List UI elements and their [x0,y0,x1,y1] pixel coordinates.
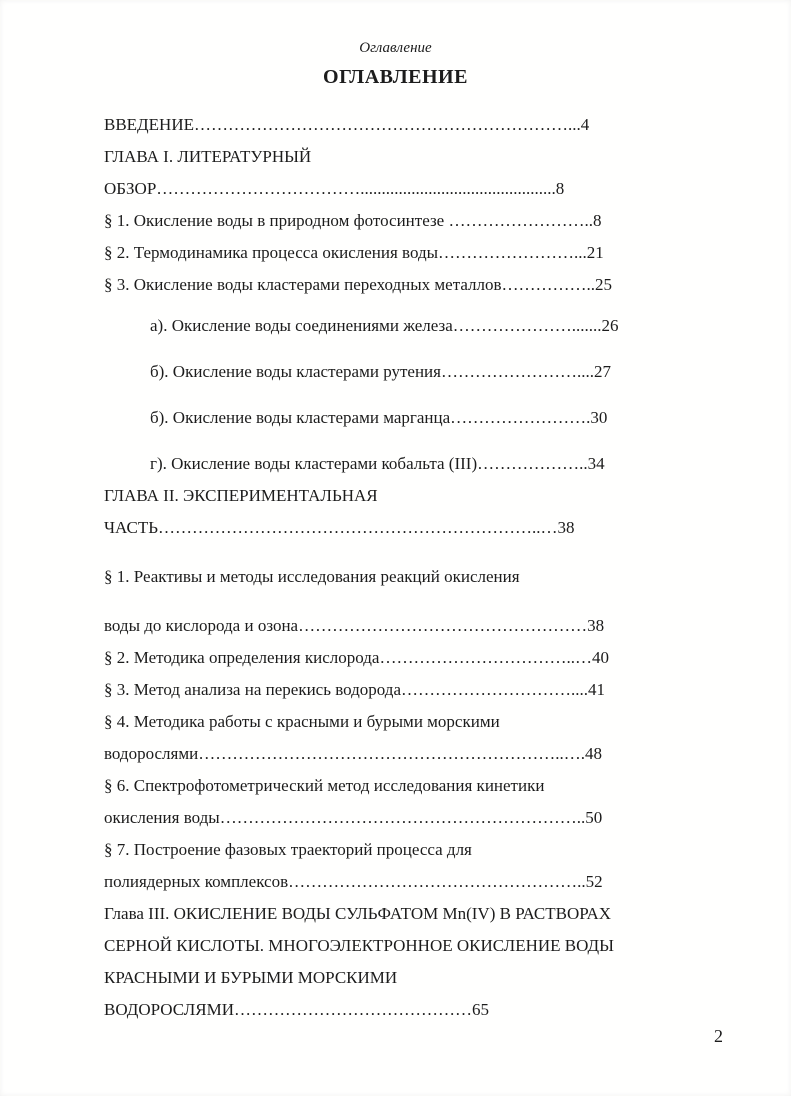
toc-line: водорослями………………………………………………………..….48 [104,744,602,763]
running-header: Оглавление [359,40,432,56]
toc-line: ВВЕДЕНИЕ…………………………………………………………...4 [104,115,590,134]
toc-line: § 7. Построение фазовых траекторий процесса для [104,840,472,859]
toc-line: ОБЗОР………………………………..............................................8 [104,179,565,198]
toc-line: б). Окисление воды кластерами рутения……………………....27 [150,362,611,381]
toc-line: ГЛАВА I. ЛИТЕРАТУРНЫЙ [104,147,312,166]
toc-line: б). Окисление воды кластерами марганца…………………….30 [150,408,608,427]
page-title: ОГЛАВЛЕНИЕ [323,66,468,88]
toc-line: СЕРНОЙ КИСЛОТЫ. МНОГОЭЛЕКТРОННОЕ ОКИСЛЕНИЕ ВОДЫ [104,936,614,955]
toc-line: полиядерных комплексов……………………………………………..52 [104,872,603,891]
toc-list [0,114,791,1020]
toc-line: ГЛАВА II. ЭКСПЕРИМЕНТАЛЬНАЯ [104,486,378,505]
toc-line: ВОДОРОСЛЯМИ……………………………………65 [104,1000,489,1019]
toc-line: § 1. Реактивы и методы исследования реакций окисления [104,567,520,586]
toc-line: § 3. Окисление воды кластерами переходных металлов……………..25 [104,275,613,294]
toc-line: воды до кислорода и озона……………………………………………38 [104,616,605,635]
toc-line: г). Окисление воды кластерами кобальта (III)………………..34 [150,454,605,473]
toc-line: § 4. Методика работы с красными и бурыми морскими [104,712,500,731]
toc-line: Глава III. ОКИСЛЕНИЕ ВОДЫ СУЛЬФАТОМ Mn(IV) В РАСТВОРАХ [104,904,612,923]
page-number: 2 [714,1026,723,1046]
toc-line: окисления воды………………………………………………………..50 [104,808,603,827]
toc-line: § 6. Спектрофотометрический метод исследования кинетики [104,776,545,795]
toc-line: а). Окисление воды соединениями железа………………….......26 [150,316,619,335]
toc-line: КРАСНЫМИ И БУРЫМИ МОРСКИМИ [104,968,398,987]
toc-line: § 2. Термодинамика процесса окисления воды……………………...21 [104,243,604,262]
toc-line: § 2. Методика определения кислорода……………………………..…40 [104,648,609,667]
toc-line: § 1. Окисление воды в природном фотосинтезе ……………………..8 [104,211,602,230]
toc-line: ЧАСТЬ…………………………………………………………..…38 [104,518,575,537]
toc-line: § 3. Метод анализа на перекись водорода…………………………....41 [104,680,605,699]
